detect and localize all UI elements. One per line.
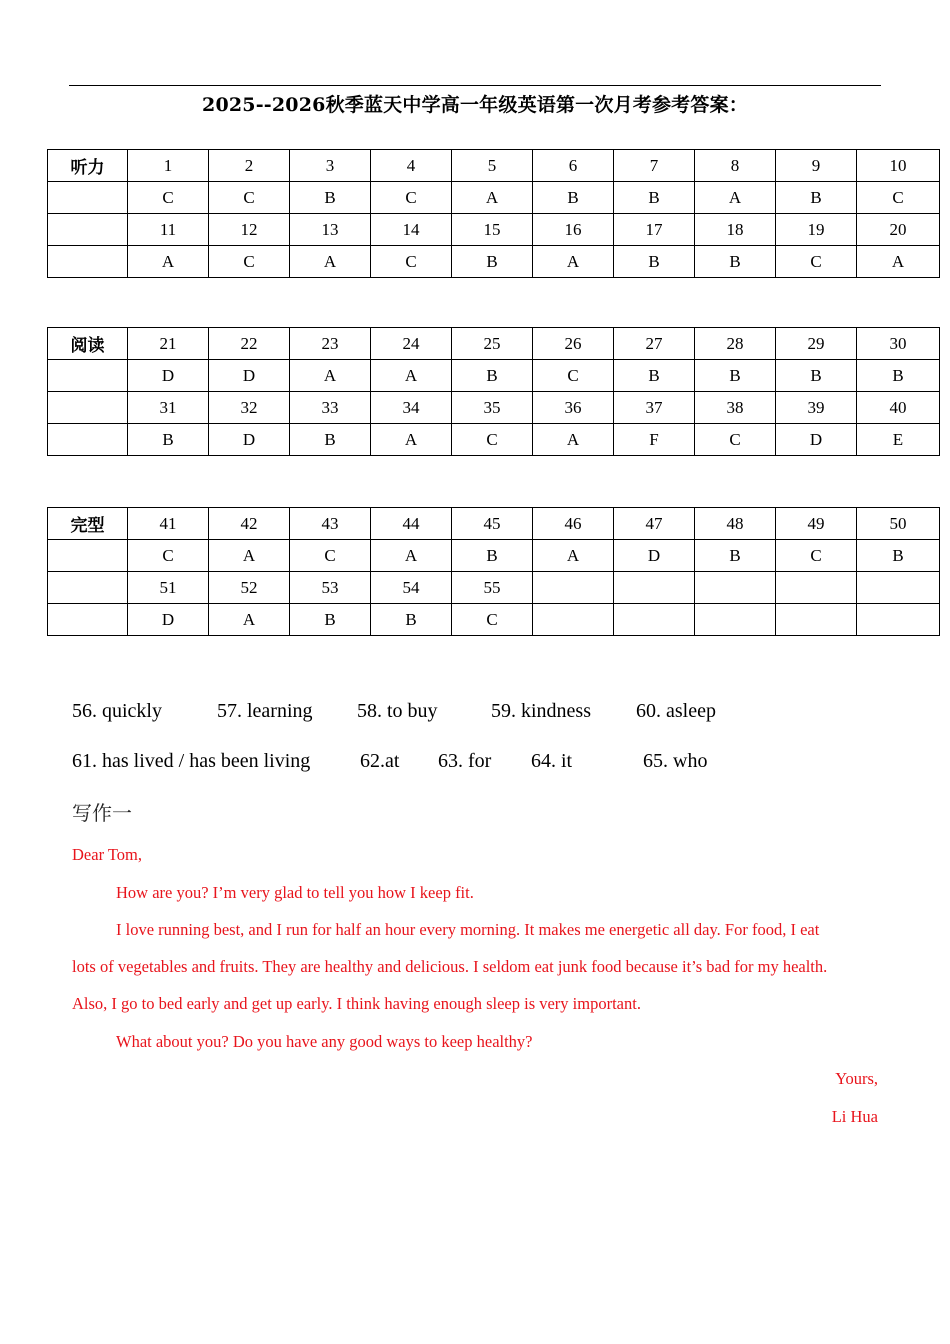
answer-cell: A — [290, 360, 371, 392]
answer-row — [48, 540, 940, 572]
answer-cell: B — [290, 182, 371, 214]
question-number-row — [48, 328, 940, 360]
writing-section-title: 写作一 — [72, 801, 132, 825]
answer-cell: A — [857, 246, 940, 278]
answer-cell — [533, 604, 614, 636]
question-number-cell: 20 — [857, 214, 940, 246]
question-number-cell: 4 — [371, 150, 452, 182]
question-number-row — [48, 150, 940, 182]
question-number-cell: 17 — [614, 214, 695, 246]
answer-cell: B — [452, 360, 533, 392]
answer-cell: C — [452, 424, 533, 456]
answer-cell: D — [209, 360, 290, 392]
answer-cell: E — [857, 424, 940, 456]
fill-answer: 56. quickly — [72, 700, 162, 722]
question-number-cell: 2 — [209, 150, 290, 182]
question-number-cell: 30 — [857, 328, 940, 360]
answer-cell: B — [695, 540, 776, 572]
answer-cell: C — [128, 540, 209, 572]
question-number-cell: 23 — [290, 328, 371, 360]
section-label: 阅读 — [48, 328, 128, 360]
empty-label-cell — [48, 604, 128, 636]
answer-cell: A — [533, 540, 614, 572]
letter-line: How are you? I’m very glad to tell you how I keep fit. — [116, 883, 474, 902]
answer-cell: C — [128, 182, 209, 214]
answer-cell: A — [209, 604, 290, 636]
answer-cell: B — [128, 424, 209, 456]
empty-label-cell — [48, 424, 128, 456]
reading-answer-table — [47, 327, 940, 456]
question-number-row — [48, 572, 940, 604]
answer-cell: C — [209, 182, 290, 214]
question-number-cell: 5 — [452, 150, 533, 182]
empty-label-cell — [48, 540, 128, 572]
answer-cell: A — [128, 246, 209, 278]
answer-cell: A — [452, 182, 533, 214]
answer-cell: B — [614, 360, 695, 392]
fill-answer: 64. it — [531, 750, 573, 772]
question-number-cell: 51 — [128, 572, 209, 604]
question-number-cell: 24 — [371, 328, 452, 360]
letter-line: I love running best, and I run for half an hour every morning. It makes me energetic all day. For food, I eat — [116, 920, 820, 939]
question-number-cell: 31 — [128, 392, 209, 424]
answer-cell: B — [452, 540, 533, 572]
question-number-cell: 19 — [776, 214, 857, 246]
question-number-cell: 8 — [695, 150, 776, 182]
question-number-cell: 12 — [209, 214, 290, 246]
answer-cell: C — [776, 540, 857, 572]
question-number-cell: 36 — [533, 392, 614, 424]
empty-label-cell — [48, 572, 128, 604]
answer-cell: A — [533, 424, 614, 456]
question-number-cell: 16 — [533, 214, 614, 246]
answer-cell: C — [776, 246, 857, 278]
answer-cell: B — [452, 246, 533, 278]
answer-row — [48, 360, 940, 392]
answer-cell: B — [776, 182, 857, 214]
question-number-cell: 6 — [533, 150, 614, 182]
answer-cell: F — [614, 424, 695, 456]
letter-closing: Yours, — [835, 1069, 878, 1088]
answer-cell: A — [371, 540, 452, 572]
answer-cell: B — [614, 182, 695, 214]
letter-line: lots of vegetables and fruits. They are healthy and delicious. I seldom eat junk food because it’s bad for my health. — [72, 957, 828, 976]
answer-cell: B — [614, 246, 695, 278]
answer-cell: C — [695, 424, 776, 456]
answer-cell: C — [371, 182, 452, 214]
question-number-cell: 10 — [857, 150, 940, 182]
question-number-cell: 53 — [290, 572, 371, 604]
listening-answer-table — [47, 149, 940, 278]
question-number-cell: 35 — [452, 392, 533, 424]
fill-answer: 61. has lived / has been living — [72, 750, 311, 772]
answer-cell: D — [128, 604, 209, 636]
answer-cell: B — [695, 246, 776, 278]
question-number-cell: 9 — [776, 150, 857, 182]
question-number-cell — [857, 572, 940, 604]
question-number-cell: 18 — [695, 214, 776, 246]
letter-signature: Li Hua — [831, 1107, 878, 1126]
fill-answer: 57. learning — [217, 700, 313, 722]
answer-cell: D — [209, 424, 290, 456]
answer-cell: A — [695, 182, 776, 214]
question-number-cell: 55 — [452, 572, 533, 604]
fill-answer: 60. asleep — [636, 700, 716, 722]
question-number-cell: 39 — [776, 392, 857, 424]
question-number-cell: 15 — [452, 214, 533, 246]
question-number-cell — [695, 572, 776, 604]
answer-cell: A — [371, 360, 452, 392]
answer-cell: B — [857, 540, 940, 572]
question-number-cell: 3 — [290, 150, 371, 182]
question-number-cell: 40 — [857, 392, 940, 424]
question-number-cell: 45 — [452, 508, 533, 540]
answer-cell: B — [776, 360, 857, 392]
answer-cell: B — [290, 424, 371, 456]
empty-label-cell — [48, 182, 128, 214]
question-number-cell: 28 — [695, 328, 776, 360]
question-number-cell: 50 — [857, 508, 940, 540]
answer-cell — [695, 604, 776, 636]
question-number-row — [48, 214, 940, 246]
question-number-cell: 43 — [290, 508, 371, 540]
answer-cell: B — [371, 604, 452, 636]
answer-row — [48, 182, 940, 214]
question-number-cell: 49 — [776, 508, 857, 540]
question-number-cell — [776, 572, 857, 604]
letter-line: Also, I go to bed early and get up early. I think having enough sleep is very important. — [72, 994, 641, 1013]
question-number-cell: 26 — [533, 328, 614, 360]
answer-cell — [857, 604, 940, 636]
question-number-cell: 7 — [614, 150, 695, 182]
answer-row — [48, 246, 940, 278]
question-number-cell: 38 — [695, 392, 776, 424]
answer-cell: B — [857, 360, 940, 392]
answer-cell: A — [209, 540, 290, 572]
question-number-cell: 27 — [614, 328, 695, 360]
page-title: 2025--2026秋季蓝天中学高一年级英语第一次月考参考答案： — [202, 94, 748, 116]
section-label: 听力 — [48, 150, 128, 182]
answer-cell: B — [290, 604, 371, 636]
answer-row — [48, 604, 940, 636]
answer-cell: C — [533, 360, 614, 392]
question-number-cell: 54 — [371, 572, 452, 604]
letter-salutation: Dear Tom, — [72, 845, 143, 864]
answer-cell: D — [776, 424, 857, 456]
fill-answer: 65. who — [643, 750, 708, 772]
letter-line: What about you? Do you have any good ways to keep healthy? — [116, 1032, 533, 1051]
empty-label-cell — [48, 246, 128, 278]
question-number-cell — [533, 572, 614, 604]
question-number-row — [48, 392, 940, 424]
answer-cell: C — [290, 540, 371, 572]
question-number-cell: 25 — [452, 328, 533, 360]
empty-label-cell — [48, 214, 128, 246]
question-number-cell: 47 — [614, 508, 695, 540]
question-number-cell: 34 — [371, 392, 452, 424]
question-number-cell: 33 — [290, 392, 371, 424]
answer-cell: D — [128, 360, 209, 392]
empty-label-cell — [48, 360, 128, 392]
top-rule — [69, 85, 881, 86]
fill-answer: 62.at — [360, 750, 400, 772]
question-number-cell: 22 — [209, 328, 290, 360]
question-number-cell: 46 — [533, 508, 614, 540]
answer-cell — [614, 604, 695, 636]
question-number-cell: 42 — [209, 508, 290, 540]
answer-cell: C — [209, 246, 290, 278]
question-number-cell: 32 — [209, 392, 290, 424]
answer-cell: D — [614, 540, 695, 572]
fill-answer: 59. kindness — [491, 700, 591, 722]
answer-cell: A — [371, 424, 452, 456]
question-number-row — [48, 508, 940, 540]
fill-answer: 58. to buy — [357, 700, 438, 722]
question-number-cell: 37 — [614, 392, 695, 424]
question-number-cell: 48 — [695, 508, 776, 540]
question-number-cell — [614, 572, 695, 604]
question-number-cell: 44 — [371, 508, 452, 540]
answer-cell: C — [452, 604, 533, 636]
answer-cell: A — [290, 246, 371, 278]
question-number-cell: 1 — [128, 150, 209, 182]
answer-cell: C — [857, 182, 940, 214]
question-number-cell: 14 — [371, 214, 452, 246]
fill-answer: 63. for — [438, 750, 492, 772]
question-number-cell: 29 — [776, 328, 857, 360]
section-label: 完型 — [48, 508, 128, 540]
question-number-cell: 11 — [128, 214, 209, 246]
answer-cell: C — [371, 246, 452, 278]
empty-label-cell — [48, 392, 128, 424]
question-number-cell: 41 — [128, 508, 209, 540]
cloze-answer-table — [47, 507, 940, 636]
question-number-cell: 13 — [290, 214, 371, 246]
answer-cell — [776, 604, 857, 636]
question-number-cell: 52 — [209, 572, 290, 604]
answer-cell: A — [533, 246, 614, 278]
question-number-cell: 21 — [128, 328, 209, 360]
answer-cell: B — [695, 360, 776, 392]
answer-cell: B — [533, 182, 614, 214]
answer-row — [48, 424, 940, 456]
